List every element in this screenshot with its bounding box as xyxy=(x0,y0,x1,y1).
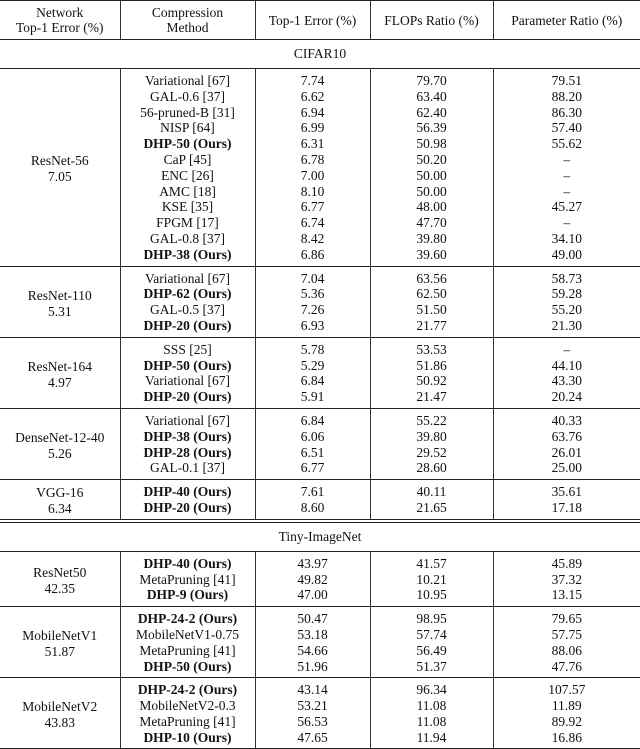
param-ratio-cell: 11.89 xyxy=(493,698,640,714)
method-cell: DHP-38 (Ours) xyxy=(120,247,255,266)
param-ratio-cell: 86.30 xyxy=(493,105,640,121)
param-ratio-cell: 45.89 xyxy=(493,551,640,571)
baseline-error: 5.26 xyxy=(47,446,72,462)
flops-ratio-cell: 39.60 xyxy=(370,247,493,266)
flops-ratio-cell: 28.60 xyxy=(370,460,493,479)
method-cell: GAL-0.6 [37] xyxy=(120,89,255,105)
top1-error-cell: 54.66 xyxy=(255,643,370,659)
top1-error-cell: 5.29 xyxy=(255,358,370,374)
network-name: DenseNet-12-40 xyxy=(15,430,105,446)
network-name: MobileNetV2 xyxy=(22,699,98,715)
flops-ratio-cell: 51.37 xyxy=(370,659,493,678)
header-method-line2: Method xyxy=(166,20,209,35)
top1-error-cell: 6.74 xyxy=(255,215,370,231)
section-title: Tiny-ImageNet xyxy=(0,521,640,552)
baseline-error: 6.34 xyxy=(47,501,72,517)
top1-error-cell: 7.74 xyxy=(255,69,370,89)
top1-error-cell: 6.99 xyxy=(255,120,370,136)
flops-ratio-cell: 29.52 xyxy=(370,445,493,461)
flops-ratio-cell: 10.95 xyxy=(370,587,493,606)
method-cell: DHP-62 (Ours) xyxy=(120,286,255,302)
method-cell: MetaPruning [41] xyxy=(120,572,255,588)
network-cell xyxy=(0,678,120,749)
network-cell xyxy=(0,607,120,678)
table-row xyxy=(0,337,640,357)
method-cell: Variational [67] xyxy=(120,69,255,89)
param-ratio-cell: 44.10 xyxy=(493,358,640,374)
table-row xyxy=(0,408,640,428)
flops-ratio-cell: 57.74 xyxy=(370,627,493,643)
param-ratio-cell: 59.28 xyxy=(493,286,640,302)
flops-ratio-cell: 11.08 xyxy=(370,714,493,730)
top1-error-cell: 6.84 xyxy=(255,373,370,389)
top1-error-cell: 5.91 xyxy=(255,389,370,408)
flops-ratio-cell: 63.56 xyxy=(370,266,493,286)
method-cell: DHP-40 (Ours) xyxy=(120,551,255,571)
top1-error-cell: 6.78 xyxy=(255,152,370,168)
network-cell xyxy=(0,337,120,408)
top1-error-cell: 6.84 xyxy=(255,408,370,428)
table-row xyxy=(0,551,640,571)
flops-ratio-cell: 50.20 xyxy=(370,152,493,168)
network-name: ResNet-164 xyxy=(27,358,92,374)
top1-error-cell: 6.77 xyxy=(255,460,370,479)
method-cell: AMC [18] xyxy=(120,184,255,200)
method-cell: DHP-20 (Ours) xyxy=(120,318,255,337)
method-cell: DHP-50 (Ours) xyxy=(120,659,255,678)
method-cell: DHP-50 (Ours) xyxy=(120,358,255,374)
table-row xyxy=(0,607,640,627)
network-name: MobileNetV1 xyxy=(22,628,98,644)
top1-error-cell: 6.62 xyxy=(255,89,370,105)
baseline-error: 51.87 xyxy=(44,644,75,660)
method-cell: MetaPruning [41] xyxy=(120,643,255,659)
top1-error-cell: 6.31 xyxy=(255,136,370,152)
method-cell: MobileNetV2-0.3 xyxy=(120,698,255,714)
param-ratio-cell: 79.51 xyxy=(493,69,640,89)
network-name: ResNet-56 xyxy=(30,153,89,169)
top1-error-cell: 6.86 xyxy=(255,247,370,266)
table-row xyxy=(0,69,640,89)
header-flops: FLOPs Ratio (%) xyxy=(370,1,493,40)
flops-ratio-cell: 21.77 xyxy=(370,318,493,337)
header-network-line2: Top-1 Error (%) xyxy=(15,20,104,35)
param-ratio-cell: 25.00 xyxy=(493,460,640,479)
header-network-line1: Network xyxy=(36,5,84,20)
param-ratio-cell: 47.76 xyxy=(493,659,640,678)
method-cell: CaP [45] xyxy=(120,152,255,168)
top1-error-cell: 47.65 xyxy=(255,730,370,749)
param-ratio-cell: 55.20 xyxy=(493,302,640,318)
param-ratio-cell: 21.30 xyxy=(493,318,640,337)
flops-ratio-cell: 51.86 xyxy=(370,358,493,374)
top1-error-cell: 7.00 xyxy=(255,168,370,184)
method-cell: ENC [26] xyxy=(120,168,255,184)
param-ratio-cell: 49.00 xyxy=(493,247,640,266)
top1-error-cell: 8.60 xyxy=(255,500,370,521)
top1-error-cell: 7.61 xyxy=(255,480,370,500)
top1-error-cell: 53.18 xyxy=(255,627,370,643)
param-ratio-cell: 37.32 xyxy=(493,572,640,588)
flops-ratio-cell: 21.65 xyxy=(370,500,493,521)
method-cell: DHP-40 (Ours) xyxy=(120,480,255,500)
method-cell: MobileNetV1-0.75 xyxy=(120,627,255,643)
flops-ratio-cell: 62.50 xyxy=(370,286,493,302)
method-cell: Variational [67] xyxy=(120,373,255,389)
method-cell: SSS [25] xyxy=(120,337,255,357)
param-ratio-cell: 63.76 xyxy=(493,429,640,445)
network-name: VGG-16 xyxy=(36,485,84,501)
network-cell xyxy=(0,551,120,606)
method-cell: GAL-0.8 [37] xyxy=(120,231,255,247)
flops-ratio-cell: 21.47 xyxy=(370,389,493,408)
flops-ratio-cell: 79.70 xyxy=(370,69,493,89)
param-ratio-cell: 17.18 xyxy=(493,500,640,521)
flops-ratio-cell: 47.70 xyxy=(370,215,493,231)
param-ratio-cell: 16.86 xyxy=(493,730,640,749)
network-name: ResNet50 xyxy=(33,564,87,580)
flops-ratio-cell: 50.00 xyxy=(370,184,493,200)
baseline-error: 7.05 xyxy=(47,169,72,185)
param-ratio-cell: 88.06 xyxy=(493,643,640,659)
top1-error-cell: 50.47 xyxy=(255,607,370,627)
flops-ratio-cell: 11.08 xyxy=(370,698,493,714)
method-cell: MetaPruning [41] xyxy=(120,714,255,730)
network-cell xyxy=(0,480,120,521)
param-ratio-cell: – xyxy=(493,152,640,168)
top1-error-cell: 8.10 xyxy=(255,184,370,200)
flops-ratio-cell: 50.98 xyxy=(370,136,493,152)
param-ratio-cell: – xyxy=(493,184,640,200)
flops-ratio-cell: 10.21 xyxy=(370,572,493,588)
flops-ratio-cell: 51.50 xyxy=(370,302,493,318)
method-cell: GAL-0.5 [37] xyxy=(120,302,255,318)
top1-error-cell: 6.94 xyxy=(255,105,370,121)
param-ratio-cell: 26.01 xyxy=(493,445,640,461)
flops-ratio-cell: 39.80 xyxy=(370,429,493,445)
method-cell: DHP-10 (Ours) xyxy=(120,730,255,749)
param-ratio-cell: 13.15 xyxy=(493,587,640,606)
flops-ratio-cell: 50.00 xyxy=(370,168,493,184)
flops-ratio-cell: 56.39 xyxy=(370,120,493,136)
method-cell: KSE [35] xyxy=(120,199,255,215)
baseline-error: 4.97 xyxy=(47,374,72,390)
method-cell: DHP-20 (Ours) xyxy=(120,389,255,408)
header-top1: Top-1 Error (%) xyxy=(255,1,370,40)
header-network xyxy=(0,1,120,40)
param-ratio-cell: 57.40 xyxy=(493,120,640,136)
method-cell: DHP-50 (Ours) xyxy=(120,136,255,152)
flops-ratio-cell: 11.94 xyxy=(370,730,493,749)
param-ratio-cell: – xyxy=(493,168,640,184)
top1-error-cell: 53.21 xyxy=(255,698,370,714)
top1-error-cell: 6.06 xyxy=(255,429,370,445)
method-cell: DHP-9 (Ours) xyxy=(120,587,255,606)
baseline-error: 43.83 xyxy=(44,715,75,731)
top1-error-cell: 43.97 xyxy=(255,551,370,571)
baseline-error: 5.31 xyxy=(47,303,72,319)
flops-ratio-cell: 39.80 xyxy=(370,231,493,247)
param-ratio-cell: 55.62 xyxy=(493,136,640,152)
method-cell: FPGM [17] xyxy=(120,215,255,231)
flops-ratio-cell: 56.49 xyxy=(370,643,493,659)
method-cell: Variational [67] xyxy=(120,266,255,286)
method-cell: GAL-0.1 [37] xyxy=(120,460,255,479)
param-ratio-cell: 57.75 xyxy=(493,627,640,643)
baseline-error: 42.35 xyxy=(44,580,75,596)
network-cell xyxy=(0,266,120,337)
param-ratio-cell: 88.20 xyxy=(493,89,640,105)
param-ratio-cell: – xyxy=(493,337,640,357)
param-ratio-cell: 58.73 xyxy=(493,266,640,286)
top1-error-cell: 56.53 xyxy=(255,714,370,730)
top1-error-cell: 51.96 xyxy=(255,659,370,678)
flops-ratio-cell: 41.57 xyxy=(370,551,493,571)
param-ratio-cell: 40.33 xyxy=(493,408,640,428)
header-params: Parameter Ratio (%) xyxy=(493,1,640,40)
param-ratio-cell: 45.27 xyxy=(493,199,640,215)
flops-ratio-cell: 50.92 xyxy=(370,373,493,389)
method-cell: DHP-24-2 (Ours) xyxy=(120,607,255,627)
network-cell xyxy=(0,69,120,267)
top1-error-cell: 49.82 xyxy=(255,572,370,588)
flops-ratio-cell: 63.40 xyxy=(370,89,493,105)
top1-error-cell: 5.78 xyxy=(255,337,370,357)
param-ratio-cell: 20.24 xyxy=(493,389,640,408)
top1-error-cell: 47.00 xyxy=(255,587,370,606)
param-ratio-cell: – xyxy=(493,215,640,231)
section-header-row xyxy=(0,40,640,69)
flops-ratio-cell: 48.00 xyxy=(370,199,493,215)
method-cell: DHP-38 (Ours) xyxy=(120,429,255,445)
method-cell: NISP [64] xyxy=(120,120,255,136)
method-cell: DHP-20 (Ours) xyxy=(120,500,255,521)
top1-error-cell: 7.04 xyxy=(255,266,370,286)
flops-ratio-cell: 98.95 xyxy=(370,607,493,627)
param-ratio-cell: 79.65 xyxy=(493,607,640,627)
network-cell xyxy=(0,408,120,479)
param-ratio-cell: 107.57 xyxy=(493,678,640,698)
flops-ratio-cell: 55.22 xyxy=(370,408,493,428)
top1-error-cell: 6.77 xyxy=(255,199,370,215)
top1-error-cell: 6.51 xyxy=(255,445,370,461)
section-title: CIFAR10 xyxy=(0,40,640,69)
network-name: ResNet-110 xyxy=(27,287,92,303)
header-row xyxy=(0,1,640,40)
top1-error-cell: 8.42 xyxy=(255,231,370,247)
method-cell: Variational [67] xyxy=(120,408,255,428)
method-cell: DHP-28 (Ours) xyxy=(120,445,255,461)
flops-ratio-cell: 62.40 xyxy=(370,105,493,121)
param-ratio-cell: 43.30 xyxy=(493,373,640,389)
section-header-row xyxy=(0,521,640,552)
table-row xyxy=(0,678,640,698)
flops-ratio-cell: 53.53 xyxy=(370,337,493,357)
top1-error-cell: 43.14 xyxy=(255,678,370,698)
top1-error-cell: 6.93 xyxy=(255,318,370,337)
header-method xyxy=(120,1,255,40)
param-ratio-cell: 34.10 xyxy=(493,231,640,247)
param-ratio-cell: 89.92 xyxy=(493,714,640,730)
table-row xyxy=(0,266,640,286)
flops-ratio-cell: 96.34 xyxy=(370,678,493,698)
top1-error-cell: 7.26 xyxy=(255,302,370,318)
header-method-line1: Compression xyxy=(151,5,224,20)
method-cell: 56-pruned-B [31] xyxy=(120,105,255,121)
method-cell: DHP-24-2 (Ours) xyxy=(120,678,255,698)
flops-ratio-cell: 40.11 xyxy=(370,480,493,500)
param-ratio-cell: 35.61 xyxy=(493,480,640,500)
top1-error-cell: 5.36 xyxy=(255,286,370,302)
table-row xyxy=(0,480,640,500)
